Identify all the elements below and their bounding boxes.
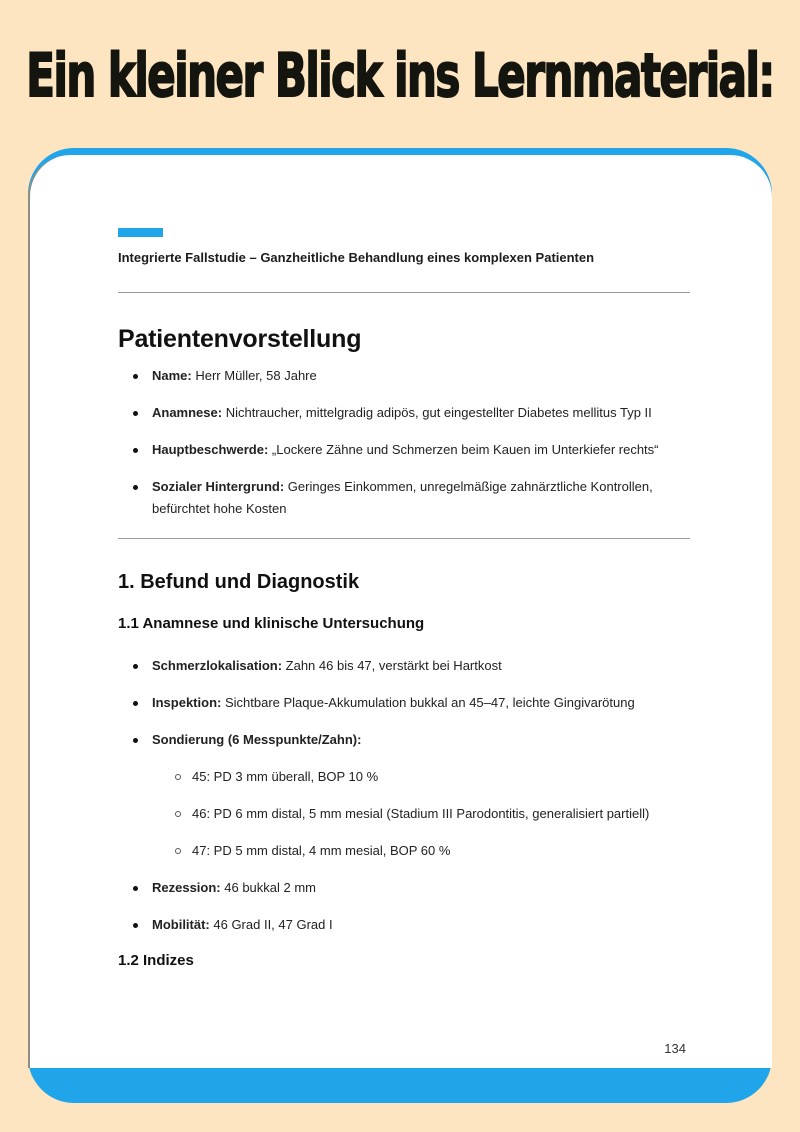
bullet-text: Nichtraucher, mittelgradig adipös, gut eingestellter Diabetes mellitus Typ II: [222, 405, 652, 420]
list-item: [118, 439, 690, 461]
list-item: [118, 729, 690, 751]
list-item: [118, 655, 690, 677]
section-divider: [118, 292, 690, 293]
poster-title: Ein kleiner Blick ins Lernmaterial:: [26, 40, 774, 111]
befund-bullet-list: [118, 655, 690, 936]
sub-list-item: [118, 840, 690, 862]
list-item: [118, 692, 690, 714]
bullet-label: Sondierung (6 Messpunkte/Zahn):: [152, 732, 362, 747]
document-page: [28, 155, 772, 1068]
sub-bullet-text: 46: PD 6 mm distal, 5 mm mesial (Stadium III Parodontitis, generalisiert partiell): [192, 806, 650, 821]
bullet-label: Name:: [152, 368, 192, 383]
bullet-text: „Lockere Zähne und Schmerzen beim Kauen im Unterkiefer rechts“: [268, 442, 659, 457]
list-item: [118, 402, 690, 424]
document-header: Integrierte Fallstudie – Ganzheitliche Behandlung eines komplexen Patienten: [118, 250, 595, 265]
bullet-text: Geringes Einkommen, unregelmäßige zahnärztliche Kontrollen, befürchtet hohe Kosten: [152, 479, 653, 516]
bullet-label: Sozialer Hintergrund:: [152, 479, 285, 494]
bullet-text: Zahn 46 bis 47, verstärkt bei Hartkost: [282, 658, 502, 673]
sub-bullet-text: 45: PD 3 mm überall, BOP 10 %: [192, 769, 379, 784]
list-item: [118, 914, 690, 936]
bullet-label: Mobilität:: [152, 917, 210, 932]
bullet-label: Rezession:: [152, 880, 221, 895]
heading-befund-diagnostik: 1. Befund und Diagnostik: [118, 571, 360, 593]
bullet-label: Inspektion:: [152, 695, 222, 710]
accent-bar: [118, 228, 163, 237]
document-card: [28, 148, 772, 1103]
list-item: [118, 877, 690, 899]
heading-indizes: 1.2 Indizes: [118, 952, 194, 969]
sub-bullet-text: 47: PD 5 mm distal, 4 mm mesial, BOP 60 %: [192, 843, 451, 858]
bullet-label: Schmerzlokalisation:: [152, 658, 283, 673]
heading-anamnese-untersuchung: 1.1 Anamnese und klinische Untersuchung: [118, 615, 425, 632]
bullet-text: Herr Müller, 58 Jahre: [191, 368, 317, 383]
sub-list-item: [118, 803, 690, 825]
bullet-label: Anamnese:: [152, 405, 223, 420]
sub-list-item: [118, 766, 690, 788]
list-item: [118, 476, 690, 520]
bullet-text: Sichtbare Plaque-Akkumulation bukkal an 45–47, leichte Gingivarötung: [221, 695, 635, 710]
bullet-text: 46 Grad II, 47 Grad I: [209, 917, 333, 932]
list-item: [118, 365, 690, 387]
bullet-label: Hauptbeschwerde:: [152, 442, 269, 457]
page-number: 134: [664, 1041, 686, 1056]
heading-patientenvorstellung: Patientenvorstellung: [118, 325, 362, 353]
patient-bullet-list: [118, 365, 690, 520]
section-divider: [118, 538, 690, 539]
bullet-text: 46 bukkal 2 mm: [220, 880, 317, 895]
